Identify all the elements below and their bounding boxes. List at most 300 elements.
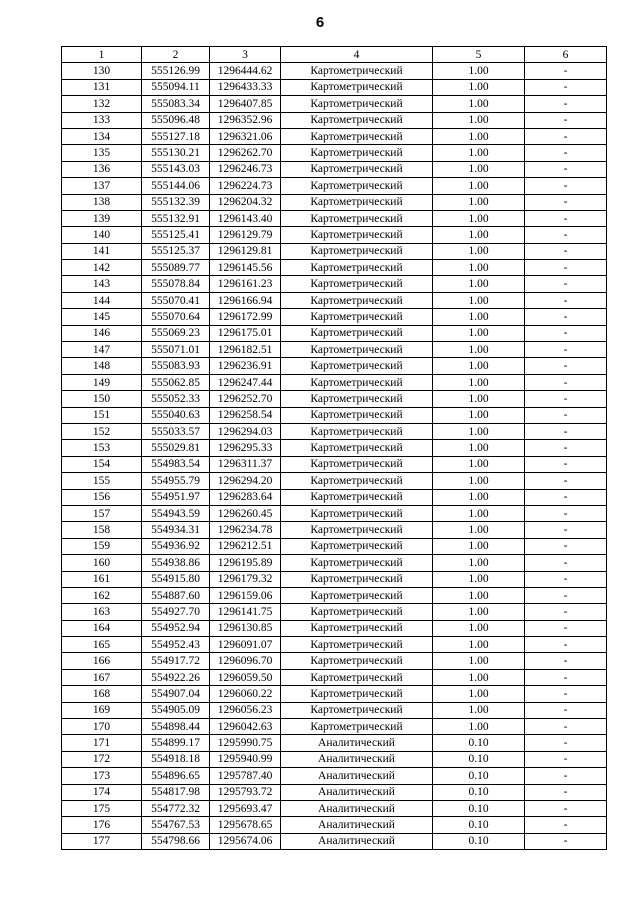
table-cell: - xyxy=(525,178,607,194)
table-row xyxy=(62,178,607,194)
table-cell: - xyxy=(525,719,607,735)
table-cell: 1.00 xyxy=(433,423,525,439)
table-cell: 555143.03 xyxy=(142,161,210,177)
table-cell: - xyxy=(525,784,607,800)
table-cell: - xyxy=(525,768,607,784)
table-cell: Картометрический xyxy=(281,227,433,243)
table-cell: 554951.97 xyxy=(142,489,210,505)
table-cell: - xyxy=(525,522,607,538)
table-cell: 140 xyxy=(62,227,142,243)
table-row xyxy=(62,538,607,554)
table-cell: 1.00 xyxy=(433,161,525,177)
table-cell: 1296258.54 xyxy=(210,407,281,423)
table-cell: 1.00 xyxy=(433,719,525,735)
table-cell: 1.00 xyxy=(433,145,525,161)
table-cell: 158 xyxy=(62,522,142,538)
table-cell: 1296212.51 xyxy=(210,538,281,554)
table-row xyxy=(62,719,607,735)
table-row xyxy=(62,325,607,341)
table-cell: 1.00 xyxy=(433,587,525,603)
table-cell: 554938.86 xyxy=(142,555,210,571)
table-cell: Картометрический xyxy=(281,96,433,112)
table-cell: Картометрический xyxy=(281,423,433,439)
table-cell: 555144.06 xyxy=(142,178,210,194)
table-cell: 137 xyxy=(62,178,142,194)
table-cell: - xyxy=(525,391,607,407)
table-cell: - xyxy=(525,571,607,587)
table-cell: Картометрический xyxy=(281,407,433,423)
table-cell: Картометрический xyxy=(281,112,433,128)
table-cell: 169 xyxy=(62,702,142,718)
table-cell: 1296246.73 xyxy=(210,161,281,177)
table-cell: 1.00 xyxy=(433,604,525,620)
table-cell: 1296130.85 xyxy=(210,620,281,636)
table-cell: - xyxy=(525,473,607,489)
table-cell: 146 xyxy=(62,325,142,341)
table-cell: 555130.21 xyxy=(142,145,210,161)
table-row xyxy=(62,374,607,390)
table-row xyxy=(62,440,607,456)
table-cell: 1.00 xyxy=(433,555,525,571)
table-cell: 555029.81 xyxy=(142,440,210,456)
table-cell: 554955.79 xyxy=(142,473,210,489)
table-row xyxy=(62,128,607,144)
table-row xyxy=(62,604,607,620)
table-cell: 151 xyxy=(62,407,142,423)
table-cell: 555071.01 xyxy=(142,342,210,358)
table-row xyxy=(62,456,607,472)
table-cell: 1296295.33 xyxy=(210,440,281,456)
table-cell: Картометрический xyxy=(281,669,433,685)
table-cell: - xyxy=(525,309,607,325)
table-cell: Картометрический xyxy=(281,653,433,669)
table-cell: 1.00 xyxy=(433,440,525,456)
table-cell: 554983.54 xyxy=(142,456,210,472)
table-cell: - xyxy=(525,79,607,95)
column-header: 1 xyxy=(62,47,142,63)
table-cell: 1296224.73 xyxy=(210,178,281,194)
table-cell: 554952.94 xyxy=(142,620,210,636)
table-cell: 554887.60 xyxy=(142,587,210,603)
table-cell: - xyxy=(525,456,607,472)
table-cell: 132 xyxy=(62,96,142,112)
table-cell: 1295793.72 xyxy=(210,784,281,800)
table-cell: 176 xyxy=(62,817,142,833)
table-cell: - xyxy=(525,161,607,177)
table-row xyxy=(62,63,607,79)
table-cell: - xyxy=(525,423,607,439)
table-cell: 1.00 xyxy=(433,489,525,505)
table-cell: 1295940.99 xyxy=(210,751,281,767)
table-cell: 152 xyxy=(62,423,142,439)
table-row xyxy=(62,522,607,538)
table-cell: - xyxy=(525,227,607,243)
table-cell: 1.00 xyxy=(433,358,525,374)
table-cell: - xyxy=(525,686,607,702)
table-cell: 1295990.75 xyxy=(210,735,281,751)
table-cell: - xyxy=(525,260,607,276)
table-cell: 1.00 xyxy=(433,178,525,194)
table-row xyxy=(62,473,607,489)
table-cell: 1296236.91 xyxy=(210,358,281,374)
table-cell: 1.00 xyxy=(433,407,525,423)
table-cell: - xyxy=(525,407,607,423)
table-body xyxy=(62,63,607,850)
table-cell: 173 xyxy=(62,768,142,784)
table-cell: 555062.85 xyxy=(142,374,210,390)
table-cell: 1296175.01 xyxy=(210,325,281,341)
table-cell: 161 xyxy=(62,571,142,587)
table-row xyxy=(62,309,607,325)
table-cell: 554952.43 xyxy=(142,637,210,653)
table-cell: Картометрический xyxy=(281,161,433,177)
table-cell: Картометрический xyxy=(281,210,433,226)
table-cell: 555132.91 xyxy=(142,210,210,226)
table-cell: 1296096.70 xyxy=(210,653,281,669)
table-cell: Аналитический xyxy=(281,751,433,767)
table-cell: 1.00 xyxy=(433,243,525,259)
table-cell: 157 xyxy=(62,505,142,521)
table-cell: - xyxy=(525,702,607,718)
table-cell: Картометрический xyxy=(281,358,433,374)
table-cell: 554927.70 xyxy=(142,604,210,620)
table-cell: - xyxy=(525,63,607,79)
table-cell: 1296204.32 xyxy=(210,194,281,210)
table-cell: Аналитический xyxy=(281,735,433,751)
table-row xyxy=(62,637,607,653)
table-cell: Картометрический xyxy=(281,391,433,407)
table-cell: 554899.17 xyxy=(142,735,210,751)
table-cell: 1.00 xyxy=(433,292,525,308)
table-cell: - xyxy=(525,637,607,653)
table-cell: 1296283.64 xyxy=(210,489,281,505)
table-cell: 555089.77 xyxy=(142,260,210,276)
table-cell: 555033.57 xyxy=(142,423,210,439)
table-cell: - xyxy=(525,194,607,210)
table-cell: 142 xyxy=(62,260,142,276)
table-cell: 167 xyxy=(62,669,142,685)
table-cell: 1295693.47 xyxy=(210,800,281,816)
table-cell: - xyxy=(525,243,607,259)
table-cell: - xyxy=(525,620,607,636)
table-row xyxy=(62,260,607,276)
table-cell: Картометрический xyxy=(281,456,433,472)
table-cell: Картометрический xyxy=(281,178,433,194)
table-cell: 1296260.45 xyxy=(210,505,281,521)
table-cell: - xyxy=(525,817,607,833)
table-cell: 1296143.40 xyxy=(210,210,281,226)
table-cell: 555094.11 xyxy=(142,79,210,95)
table-cell: - xyxy=(525,440,607,456)
table-cell: - xyxy=(525,374,607,390)
table-row xyxy=(62,423,607,439)
table-row xyxy=(62,194,607,210)
table-cell: 164 xyxy=(62,620,142,636)
table-cell: 554896.65 xyxy=(142,768,210,784)
table-cell: Аналитический xyxy=(281,784,433,800)
table-cell: 1296059.50 xyxy=(210,669,281,685)
table-cell: 1296321.06 xyxy=(210,128,281,144)
table-cell: 1.00 xyxy=(433,571,525,587)
table-row xyxy=(62,669,607,685)
table-row xyxy=(62,817,607,833)
table-cell: 1296091.07 xyxy=(210,637,281,653)
table-cell: - xyxy=(525,489,607,505)
table-cell: Картометрический xyxy=(281,473,433,489)
table-cell: 135 xyxy=(62,145,142,161)
table-cell: - xyxy=(525,276,607,292)
table-cell: 1.00 xyxy=(433,325,525,341)
table-cell: 555070.41 xyxy=(142,292,210,308)
table-cell: 1.00 xyxy=(433,128,525,144)
table-cell: 149 xyxy=(62,374,142,390)
table-row xyxy=(62,342,607,358)
table-cell: 1296352.96 xyxy=(210,112,281,128)
table-cell: - xyxy=(525,833,607,849)
table-cell: 1296294.03 xyxy=(210,423,281,439)
table-row xyxy=(62,620,607,636)
table-cell: 1.00 xyxy=(433,260,525,276)
table-cell: 156 xyxy=(62,489,142,505)
table-row xyxy=(62,702,607,718)
table-row xyxy=(62,505,607,521)
table-cell: Картометрический xyxy=(281,555,433,571)
table-cell: 145 xyxy=(62,309,142,325)
table-cell: 160 xyxy=(62,555,142,571)
table-cell: - xyxy=(525,145,607,161)
table-cell: 555125.41 xyxy=(142,227,210,243)
table-cell: 1296060.22 xyxy=(210,686,281,702)
table-cell: 1.00 xyxy=(433,669,525,685)
table-cell: 0.10 xyxy=(433,800,525,816)
table-cell: 1.00 xyxy=(433,538,525,554)
table-cell: 1296172.99 xyxy=(210,309,281,325)
table-cell: 144 xyxy=(62,292,142,308)
table-cell: 1296161.23 xyxy=(210,276,281,292)
table-cell: - xyxy=(525,96,607,112)
table-cell: 554915.80 xyxy=(142,571,210,587)
table-cell: 554922.26 xyxy=(142,669,210,685)
table-cell: 1.00 xyxy=(433,456,525,472)
table-cell: 1296262.70 xyxy=(210,145,281,161)
table-cell: 0.10 xyxy=(433,817,525,833)
table-cell: 1.00 xyxy=(433,63,525,79)
table-row xyxy=(62,227,607,243)
table-cell: 150 xyxy=(62,391,142,407)
table-cell: Картометрический xyxy=(281,194,433,210)
table-cell: 172 xyxy=(62,751,142,767)
table-row xyxy=(62,686,607,702)
table-row xyxy=(62,800,607,816)
table-cell: 1296129.81 xyxy=(210,243,281,259)
table-cell: 0.10 xyxy=(433,833,525,849)
table-cell: 555069.23 xyxy=(142,325,210,341)
table-cell: - xyxy=(525,669,607,685)
table-cell: 1296145.56 xyxy=(210,260,281,276)
table-cell: 1.00 xyxy=(433,112,525,128)
table-cell: Картометрический xyxy=(281,719,433,735)
table-cell: 1.00 xyxy=(433,620,525,636)
table-cell: Аналитический xyxy=(281,768,433,784)
table-cell: 1295787.40 xyxy=(210,768,281,784)
table-row xyxy=(62,161,607,177)
table-cell: 554798.66 xyxy=(142,833,210,849)
table-cell: 555132.39 xyxy=(142,194,210,210)
table-cell: Аналитический xyxy=(281,833,433,849)
table-cell: 1.00 xyxy=(433,686,525,702)
table-cell: 136 xyxy=(62,161,142,177)
coordinates-table xyxy=(61,46,607,850)
table-row xyxy=(62,833,607,849)
column-header: 2 xyxy=(142,47,210,63)
table-cell: Картометрический xyxy=(281,309,433,325)
table-cell: 1.00 xyxy=(433,637,525,653)
table-cell: - xyxy=(525,112,607,128)
table-cell: 554918.18 xyxy=(142,751,210,767)
table-cell: 165 xyxy=(62,637,142,653)
table-row xyxy=(62,735,607,751)
table-cell: 554767.53 xyxy=(142,817,210,833)
table-row xyxy=(62,79,607,95)
table-cell: 554936.92 xyxy=(142,538,210,554)
table-cell: 166 xyxy=(62,653,142,669)
table-cell: 554772.32 xyxy=(142,800,210,816)
table-row xyxy=(62,276,607,292)
table-cell: Картометрический xyxy=(281,276,433,292)
table-cell: 555070.64 xyxy=(142,309,210,325)
table-cell: Картометрический xyxy=(281,620,433,636)
table-cell: - xyxy=(525,292,607,308)
page-number: 6 xyxy=(315,14,325,31)
table-cell: 147 xyxy=(62,342,142,358)
table-cell: 0.10 xyxy=(433,768,525,784)
table-cell: 555052.33 xyxy=(142,391,210,407)
table-cell: 1296252.70 xyxy=(210,391,281,407)
table-cell: Аналитический xyxy=(281,800,433,816)
table-row xyxy=(62,145,607,161)
table-cell: 1296407.85 xyxy=(210,96,281,112)
table-cell: 1.00 xyxy=(433,522,525,538)
table-cell: Картометрический xyxy=(281,538,433,554)
table-cell: 1296195.89 xyxy=(210,555,281,571)
table-row xyxy=(62,489,607,505)
table-cell: 1.00 xyxy=(433,473,525,489)
table-cell: 138 xyxy=(62,194,142,210)
table-cell: 1296042.63 xyxy=(210,719,281,735)
table-cell: 1.00 xyxy=(433,210,525,226)
table-cell: 0.10 xyxy=(433,735,525,751)
table-cell: - xyxy=(525,128,607,144)
table-cell: 148 xyxy=(62,358,142,374)
table-cell: - xyxy=(525,604,607,620)
table-cell: 555083.93 xyxy=(142,358,210,374)
table-cell: 554943.59 xyxy=(142,505,210,521)
table-row xyxy=(62,653,607,669)
table-cell: 0.10 xyxy=(433,751,525,767)
table-cell: 555040.63 xyxy=(142,407,210,423)
table-cell: Картометрический xyxy=(281,128,433,144)
table-cell: Картометрический xyxy=(281,342,433,358)
table-cell: 1.00 xyxy=(433,96,525,112)
table-cell: 174 xyxy=(62,784,142,800)
table-cell: - xyxy=(525,751,607,767)
table-cell: - xyxy=(525,358,607,374)
table-cell: Картометрический xyxy=(281,522,433,538)
table-cell: 1296056.23 xyxy=(210,702,281,718)
table-cell: Картометрический xyxy=(281,637,433,653)
table-cell: 554898.44 xyxy=(142,719,210,735)
table-cell: 162 xyxy=(62,587,142,603)
table-cell: Картометрический xyxy=(281,243,433,259)
table-cell: Аналитический xyxy=(281,817,433,833)
table-cell: 131 xyxy=(62,79,142,95)
table-cell: 155 xyxy=(62,473,142,489)
table-cell: - xyxy=(525,735,607,751)
table-cell: 170 xyxy=(62,719,142,735)
table-row xyxy=(62,292,607,308)
table-cell: 0.10 xyxy=(433,784,525,800)
table-cell: 1.00 xyxy=(433,342,525,358)
table-cell: Картометрический xyxy=(281,292,433,308)
column-header: 4 xyxy=(281,47,433,63)
table-cell: 555083.34 xyxy=(142,96,210,112)
column-header: 5 xyxy=(433,47,525,63)
table-row xyxy=(62,243,607,259)
table-cell: Картометрический xyxy=(281,440,433,456)
table-cell: Картометрический xyxy=(281,686,433,702)
table-cell: 1296444.62 xyxy=(210,63,281,79)
table-cell: 554917.72 xyxy=(142,653,210,669)
table-cell: Картометрический xyxy=(281,587,433,603)
table-cell: 1296294.20 xyxy=(210,473,281,489)
table-cell: 168 xyxy=(62,686,142,702)
table-cell: 1296433.33 xyxy=(210,79,281,95)
table-cell: Картометрический xyxy=(281,489,433,505)
table-cell: Картометрический xyxy=(281,571,433,587)
table-cell: 141 xyxy=(62,243,142,259)
table-cell: 143 xyxy=(62,276,142,292)
table-cell: 1296129.79 xyxy=(210,227,281,243)
table-cell: 1.00 xyxy=(433,702,525,718)
table-cell: 134 xyxy=(62,128,142,144)
table-cell: 171 xyxy=(62,735,142,751)
table-cell: 153 xyxy=(62,440,142,456)
column-header: 6 xyxy=(525,47,607,63)
table-cell: 555078.84 xyxy=(142,276,210,292)
table-cell: 1296234.78 xyxy=(210,522,281,538)
table-cell: 1.00 xyxy=(433,391,525,407)
table-cell: 1.00 xyxy=(433,505,525,521)
table-row xyxy=(62,768,607,784)
table-cell: Картометрический xyxy=(281,63,433,79)
table-cell: 554907.04 xyxy=(142,686,210,702)
table-cell: - xyxy=(525,587,607,603)
table-row xyxy=(62,210,607,226)
table-cell: - xyxy=(525,210,607,226)
table-cell: Картометрический xyxy=(281,604,433,620)
table-row xyxy=(62,587,607,603)
table-cell: Картометрический xyxy=(281,260,433,276)
table-cell: 1295678.65 xyxy=(210,817,281,833)
table-cell: 130 xyxy=(62,63,142,79)
table-cell: 554817.98 xyxy=(142,784,210,800)
table-cell: 1295674.06 xyxy=(210,833,281,849)
table-row xyxy=(62,358,607,374)
table-row xyxy=(62,555,607,571)
table-cell: - xyxy=(525,800,607,816)
table-cell: 1296166.94 xyxy=(210,292,281,308)
table-cell: 177 xyxy=(62,833,142,849)
